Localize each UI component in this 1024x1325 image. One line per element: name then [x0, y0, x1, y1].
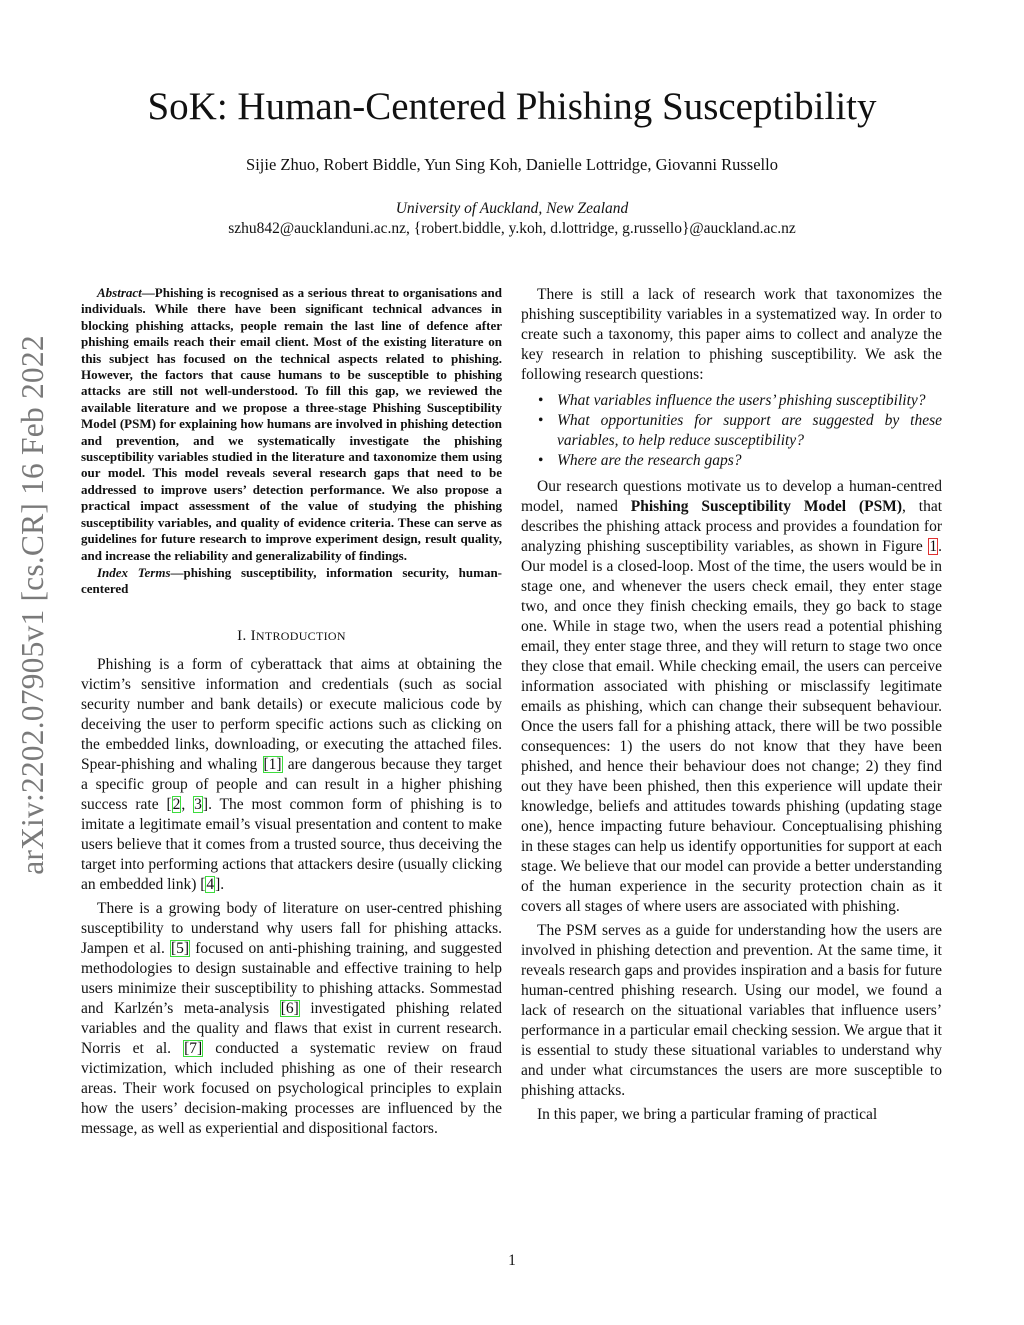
research-question-text: What opportunities for support are suggested by these variables, to help reduce susceptibility?	[557, 412, 942, 449]
text-run: ].	[215, 875, 225, 893]
text-run: Our research questions motivate us to develop a human-centred model, named	[521, 478, 942, 515]
bullet-icon: •	[538, 452, 544, 469]
text-run: Phishing is a form of cyberattack that aims at obtaining the victim’s sensitive information and credentials (such as social security number and bank details) or execute malicious code by deceiving the user to perform specific actions such as clicking on the embedded links, downloading, or executing the attached files. Spear-phishing and whaling	[81, 655, 502, 773]
text-run: investigated phishing related variables and the quality and flaws that exist in current research. Norris et al.	[81, 999, 502, 1057]
citation-link[interactable]: [5]	[171, 939, 190, 957]
citation-link[interactable]: [6]	[280, 999, 299, 1017]
text-run: There is a growing body of literature on user-centred phishing susceptibility to understand why users fall for phishing attacks. Jampen et al.	[81, 899, 502, 957]
intro-paragraph-1	[81, 655, 502, 895]
section-heading-introduction	[81, 628, 502, 645]
citation-link[interactable]: [7]	[184, 1039, 203, 1057]
page-number: 1	[508, 1252, 516, 1269]
left-column	[81, 285, 502, 1139]
right-column	[521, 285, 942, 1125]
paper-title: SoK: Human-Centered Phishing Susceptibility	[147, 85, 877, 128]
section-numeral: I.	[237, 627, 251, 644]
model-name: Phishing Susceptibility Model (PSM)	[630, 498, 902, 515]
text-run: are dangerous because they target a specific group of people and can result in a higher phishing success rate [	[81, 755, 502, 813]
section-heading-initial: I	[250, 627, 256, 644]
arxiv-stamp	[4, 260, 62, 950]
affiliation: University of Auckland, New Zealand	[395, 200, 629, 217]
research-question	[538, 411, 942, 451]
index-terms-label: Index Terms	[97, 564, 171, 580]
section-heading-rest: NTRODUCTION	[255, 628, 346, 643]
text-run: , that describes the phishing attack process and provides a foundation for analyzing phishing susceptibility variables, as shown in Figure	[521, 498, 943, 555]
text-run: focused on anti-phishing training, and suggested methodologies to design sustainable and effective training to help users minimize their susceptibility to phishing attacks. Sommestad and Karlzén’s meta-analysis	[81, 939, 502, 1017]
right-paragraph-2	[521, 477, 942, 917]
abstract-label: Abstract	[97, 285, 142, 300]
text-run: ,	[181, 795, 194, 813]
bullet-icon: •	[538, 412, 544, 429]
text-run: conducted a systematic review on fraud victimization, which included phishing as one of their research areas. Their work focused on psychological principles to explain how the users’ decision-making processes are influenced by the message, as well as experiential and dispositional factors.	[81, 1039, 502, 1137]
citation-link[interactable]: 4	[206, 875, 215, 893]
research-question-text: What variables influence the users’ phishing susceptibility?	[557, 392, 926, 409]
index-terms	[81, 565, 502, 598]
research-question	[538, 451, 942, 471]
citation-link[interactable]: 3	[194, 795, 202, 813]
citation-link[interactable]: [1]	[263, 755, 282, 773]
arxiv-stamp-text: arXiv:2202.07905v1 [cs.CR] 16 Feb 2022	[15, 335, 50, 875]
intro-paragraph-2	[81, 899, 502, 1139]
research-questions-list	[521, 391, 942, 471]
text-run: ]. The most common form of phishing is to imitate a legitimate email’s visual presentation and content to make users believe that it comes from a trusted source, thus deceiving the target into performing actions that attackers desire (usually clicking an embedded link) [	[81, 795, 503, 893]
research-question	[538, 391, 942, 411]
right-paragraph-3: The PSM serves as a guide for understanding how the users are involved in phishing detection and prevention. At the same time, it reveals research gaps and provides inspiration and a basis for future human-centred phishing research. Using our model, we found a lack of research on the situational variables that influence users’ performance in a particular email checking session. We argue that it is essential to study these situational variables to understand why and under what circumstances the users are more susceptible to phishing attacks.	[521, 922, 942, 1099]
research-question-text: Where are the research gaps?	[557, 452, 742, 469]
bullet-icon: •	[538, 392, 544, 409]
author-list: Sijie Zhuo, Robert Biddle, Yun Sing Koh, Danielle Lottridge, Giovanni Russello	[246, 155, 778, 174]
figure-link[interactable]: 1	[929, 538, 938, 555]
abstract-text: —Phishing is recognised as a serious threat to organisations and individuals. While there have been significant technical advances in blocking phishing attacks, people remain the last line of defence after phishing emails reach their email client. Most of the existing literature on this subject has focused on the technical aspects related to phishing. However, the factors that cause humans to be susceptible to phishing attacks are still not well-understood. To fill this gap, we reviewed the available literature and we propose a three-stage Phishing Susceptibility Model (PSM) for explaining how humans are involved in phishing detection and prevention, and we systematically investigate the phishing susceptibility variables studied in the literature and taxonomize them using our model. This model reveals several research gaps that need to be addressed to improve users’ detection performance. We also propose a practical impact assessment of the value of studying the phishing susceptibility variables, and quality of evidence criteria. These can serve as guidelines for future research to improve experiment design, result quality, and increase the reliability and generalizability of findings.	[81, 285, 502, 563]
author-emails: szhu842@aucklanduni.ac.nz, {robert.biddle, y.koh, d.lottridge, g.russello}@auckland.ac.nz	[228, 220, 796, 237]
abstract	[81, 285, 502, 564]
right-paragraph-1: There is still a lack of research work that taxonomizes the phishing susceptibility variables in a systematized way. In order to create such a taxonomy, this paper aims to collect and analyze the key research in relation to phishing susceptibility. We ask the following research questions:	[521, 286, 942, 383]
citation-link[interactable]: 2	[172, 795, 181, 813]
right-paragraph-4: In this paper, we bring a particular framing of practical	[537, 1106, 878, 1123]
text-run: . Our model is a closed-loop. Most of the time, the users would be in stage one, and whenever the users check email, they enter stage two, and once they finish checking emails, they go back to stage one. While in stage two, when the users read a potential phishing email, they enter stage three, and they will return to stage two once they close that email. While checking email, the users can perceive information associated with phishing or misclassify legitimate emails as phishing, which can change their subsequent behaviour. Once the users fall for a phishing attack, there will be two possible consequences: 1) the users do not know that they have been phished, and hence their behaviour does not change; 2) they find out they have been phished, then this experience will update their knowledge, beliefs and attitudes towards phishing (updating stage one), hence impacting future behaviour. Conceptualising phishing in these stages can help us identify opportunities for support at each stage. We believe that our model can provide a better understanding of the human experience in the security protection chain as it covers all stages of where users are associated with phishing.	[521, 538, 942, 915]
index-terms-text: —phishing susceptibility, information security, human-centered	[81, 564, 502, 597]
